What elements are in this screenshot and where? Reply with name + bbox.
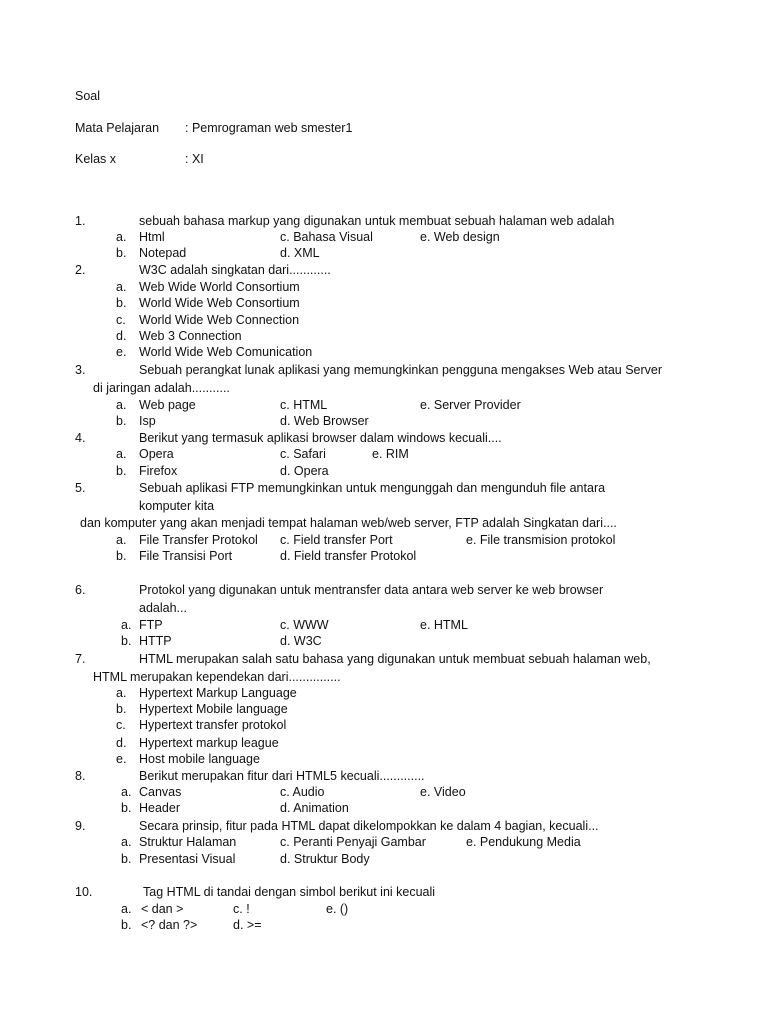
option-letter: e.: [116, 345, 127, 359]
option-letter: a.: [116, 398, 127, 412]
option-letter: b.: [116, 296, 127, 310]
option-text: Hypertext Mobile language: [139, 702, 288, 716]
option-text: d. XML: [280, 246, 320, 260]
option-text: d. W3C: [280, 634, 322, 648]
question-text: Secara prinsip, fitur pada HTML dapat dikelompokkan ke dalam 4 bagian, kecuali...: [139, 819, 599, 833]
header-soal: Soal: [75, 89, 101, 103]
option-text: Web page: [139, 398, 196, 412]
option-text: d. Field transfer Protokol: [280, 549, 417, 563]
option-letter: b.: [121, 918, 132, 932]
option-letter: c.: [116, 718, 126, 732]
option-letter: a.: [116, 280, 127, 294]
option-text: Struktur Halaman: [139, 835, 237, 849]
option-text: World Wide Web Consortium: [139, 296, 300, 310]
option-text: Firefox: [139, 464, 178, 478]
option-letter: b.: [116, 702, 127, 716]
option-text: c. Bahasa Visual: [280, 230, 373, 244]
option-letter: e.: [116, 752, 127, 766]
option-letter: a.: [121, 835, 132, 849]
option-text: File Transfer Protokol: [139, 533, 258, 547]
question-text: HTML merupakan salah satu bahasa yang digunakan untuk membuat sebuah halaman web,: [139, 652, 651, 666]
option-text: e. RIM: [372, 447, 409, 461]
option-text: e. Server Provider: [420, 398, 521, 412]
option-text: c. Audio: [280, 785, 325, 799]
option-letter: a.: [116, 447, 127, 461]
question-text: W3C adalah singkatan dari............: [139, 263, 331, 277]
option-text: FTP: [139, 618, 163, 632]
question-number: 1.: [75, 214, 86, 228]
option-text: Canvas: [139, 785, 182, 799]
option-text: Web 3 Connection: [139, 329, 242, 343]
class-value: : XI: [185, 152, 204, 166]
option-text: Host mobile language: [139, 752, 260, 766]
question-number: 9.: [75, 819, 86, 833]
option-text: d. Struktur Body: [280, 852, 370, 866]
option-text: e. HTML: [420, 618, 468, 632]
option-text: World Wide Web Comunication: [139, 345, 313, 359]
option-text: c. WWW: [280, 618, 329, 632]
question-number: 5.: [75, 481, 86, 495]
question-text: Sebuah aplikasi FTP memungkinkan untuk mengunggah dan mengunduh file antara: [139, 481, 606, 495]
option-letter: b.: [116, 549, 127, 563]
option-letter: a.: [116, 686, 127, 700]
question-text-continued: dan komputer yang akan menjadi tempat halaman web/web server, FTP adalah Singkatan dari....: [80, 516, 617, 530]
option-text: Hypertext transfer protokol: [139, 718, 287, 732]
option-text: e. (): [326, 902, 349, 916]
question-text: Berikut yang termasuk aplikasi browser dalam windows kecuali....: [139, 431, 502, 445]
option-text: c. Field transfer Port: [280, 533, 393, 547]
option-text: c. Safari: [280, 447, 326, 461]
option-text: d. Opera: [280, 464, 329, 478]
question-text-continued: komputer kita: [139, 499, 215, 513]
option-text: c. !: [233, 902, 250, 916]
question-number: 3.: [75, 363, 86, 377]
question-text: Berikut merupakan fitur dari HTML5 kecuali.............: [139, 769, 425, 783]
option-text: Hypertext markup league: [139, 736, 279, 750]
option-text: Presentasi Visual: [139, 852, 236, 866]
question-number: 7.: [75, 652, 86, 666]
option-letter: b.: [116, 464, 127, 478]
option-text: Hypertext Markup Language: [139, 686, 297, 700]
option-letter: d.: [116, 736, 127, 750]
question-number: 4.: [75, 431, 86, 445]
option-text: c. HTML: [280, 398, 328, 412]
subject-value: : Pemrograman web smester1: [185, 121, 353, 135]
option-text: d. >=: [233, 918, 262, 932]
question-text-continued: HTML merupakan kependekan dari...............: [93, 670, 341, 684]
question-number: 10.: [75, 885, 93, 899]
question-text-continued: adalah...: [139, 601, 187, 615]
subject-label: Mata Pelajaran: [75, 121, 160, 135]
question-text-continued: di jaringan adalah...........: [93, 381, 230, 395]
option-letter: d.: [116, 329, 127, 343]
option-letter: a.: [116, 533, 127, 547]
question-text: Tag HTML di tandai dengan simbol berikut ini kecuali: [143, 885, 436, 899]
question-number: 2.: [75, 263, 86, 277]
question-text: Protokol yang digunakan untuk mentransfer data antara web server ke web browser: [139, 583, 604, 597]
option-text: HTTP: [139, 634, 172, 648]
option-text: World Wide Web Connection: [139, 313, 300, 327]
option-text: c. Peranti Penyaji Gambar: [280, 835, 426, 849]
option-text: d. Animation: [280, 801, 349, 815]
option-letter: c.: [116, 313, 126, 327]
option-text: e. Video: [420, 785, 466, 799]
option-letter: a.: [121, 902, 132, 916]
option-text: Web Wide World Consortium: [139, 280, 300, 294]
option-text: e. File transmision protokol: [466, 533, 616, 547]
option-text: e. Web design: [420, 230, 500, 244]
question-text: sebuah bahasa markup yang digunakan untuk membuat sebuah halaman web adalah: [139, 214, 615, 228]
option-letter: b.: [116, 414, 127, 428]
option-text: Header: [139, 801, 180, 815]
question-text: Sebuah perangkat lunak aplikasi yang memungkinkan pengguna mengakses Web atau Server: [139, 363, 663, 377]
option-text: Isp: [139, 414, 156, 428]
question-number: 6.: [75, 583, 86, 597]
option-letter: a.: [116, 230, 127, 244]
option-letter: b.: [121, 852, 132, 866]
option-text: File Transisi Port: [139, 549, 233, 563]
option-text: Html: [139, 230, 165, 244]
question-number: 8.: [75, 769, 86, 783]
option-letter: a.: [121, 618, 132, 632]
option-letter: a.: [121, 785, 132, 799]
option-letter: b.: [121, 634, 132, 648]
option-text: Opera: [139, 447, 174, 461]
option-text: Notepad: [139, 246, 187, 260]
option-text: < dan >: [141, 902, 184, 916]
option-text: <? dan ?>: [141, 918, 198, 932]
class-label: Kelas x: [75, 152, 116, 166]
option-letter: b.: [121, 801, 132, 815]
option-text: e. Pendukung Media: [466, 835, 581, 849]
option-letter: b.: [116, 246, 127, 260]
option-text: d. Web Browser: [280, 414, 369, 428]
